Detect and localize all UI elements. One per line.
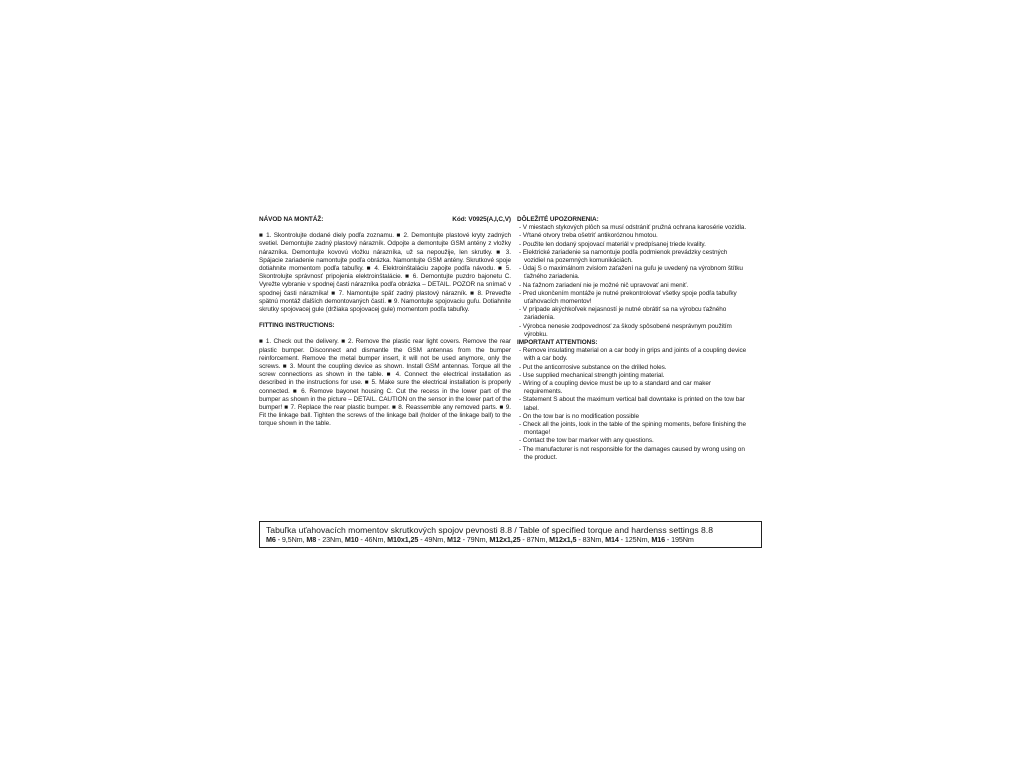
list-item: - On the tow bar is no modification possible [519,412,639,420]
instructions-header [259,216,511,224]
torque-size: M12x1,5 [549,535,577,544]
list-item: - Údaj S o maximálnom zvislom zaťažení na guľu je uvedený na výrobnom štítku ťažného zariadenia. [519,265,743,281]
torque-table [259,521,762,548]
torque-value: - 46Nm, [358,535,388,544]
warnings-list-sk [517,224,749,339]
torque-size: M12x1,25 [489,535,521,544]
list-item: - V prípade akýchkoľvek nejasností je nutné obrátiť sa na výrobcu ťažného zariadenia. [519,306,727,322]
list-item: - Vŕtané otvory treba ošetriť antikoróznou hmotou. [519,232,658,240]
torque-value: - 83Nm, [576,535,606,544]
list-item: - V miestach stykových plôch sa musí odstrániť pružná ochrana karosérie vozidla. [519,224,747,232]
torque-value: - 125Nm, [618,535,652,544]
list-item: - Na ťažnom zariadení nie je možné nič upravovať ani meniť. [519,281,689,289]
torque-value: - 23Nm, [316,535,345,544]
instructions-title-sk: NÁVOD NA MONTÁŽ: [259,216,324,223]
product-code: Kód: V0925(A,I,C,V) [452,216,511,223]
list-item: - Use supplied mechanical strength jointing material. [519,371,665,379]
warnings-list-en [517,347,749,462]
torque-value: - 9,5Nm, [275,535,307,544]
list-item: - Wiring of a coupling device must be up to a standard and car maker requirements. [519,380,711,396]
list-item: - The manufacturer is not responsible for the damages caused by wrong using on the product. [519,445,745,461]
torque-size: M6 [266,535,276,544]
list-item: - Výrobca nenesie zodpovednosť za škody spôsobené nesprávnym použitím výrobku. [519,322,732,338]
warnings-column [517,216,749,462]
list-item: - Remove insulating material on a car body in grips and joints of a coupling device with a car body. [519,347,747,363]
torque-size: M14 [605,535,619,544]
instructions-title-en: FITTING INSTRUCTIONS: [259,322,335,330]
warnings-title-sk: DÔLEŽITÉ UPOZORNENIA: [517,216,599,223]
warnings-title-en: IMPORTANT ATTENTIONS: [517,339,598,347]
torque-size: M16 [651,535,666,544]
torque-value: - 49Nm, [418,535,447,544]
instructions-column [259,216,511,429]
list-item: - Put the anticorrosive substance on the drilled holes. [519,363,667,371]
torque-size: M8 [306,535,317,544]
list-item: - Pred ukončením montáže je nutné prekontrolovať všetky spoje podľa tabuľky uťahovacích momentov! [519,289,737,306]
torque-size: M10 [344,535,359,544]
instructions-body-en: ■ 1. Check out the delivery. ■ 2. Remove the plastic rear light covers. Remove the rear plastic bumper. Disconnect and dismantle the GSM antennas from the bumper reinforcement. Remove the metal bumper insert, it will not be used anymore, only the screws. ■ 3. Mount the coupling device as shown. Install GSM antennas. Torque all the screw connections as shown in the table. ■ 4. Connect the electrical installation as described in the instructions for use. ■ 5. Make sure the electrical installation is properly connected. ■ 6. Remove bayonet housing C. Cut the recess in the lower part of the bumper as shown in the picture – DETAIL. CAUTION on the sensor in the lower part of the bumper! ■ 7. Replace the rear plastic bumper. ■ 8. Reassemble any removed parts. ■ 9. Fit the linkage ball. Tighten the screws of the linkage ball (holder of the linkage ball) to the torque shown in the table. [259,338,511,428]
torque-value: - 87Nm, [520,535,550,544]
torque-table-title: Tabuľka uťahovacích momentov skrutkových spojov pevnosti 8.8 / Table of specified torque and hardenss settings 8.8 [266,525,713,535]
torque-value: - 195Nm [665,535,694,544]
list-item: - Check all the joints, look in the table of the spining moments, before finishing the montage! [519,421,746,437]
instructions-body-sk: ■ 1. Skontrolujte dodané diely podľa zoznamu. ■ 2. Demontujte plastové kryty zadných svetiel. Demontujte zadný plastový nárazník. Odpojte a demontujte GSM antény z vložky nárazníka. Demontujte kovovú vložku nárazníka, už sa nepoužije, len skrutky. ■ 3. Spájacie zariadenie namontujte podľa obrázka. Namontujte GSM antény. Skrutkové spoje dotiahnite momentom podľa tabuľky. ■ 4. Elektroinštaláciu zapojte podľa návodu. ■ 5. Skontrolujte správnosť pripojenia elektroinštalácie. ■ 6. Demontujte puzdro bajonetu C. Vyrežte vybranie v spodnej časti nárazníka podľa obrázka – DETAIL. POZOR na snímač v spodnej časti nárazníka! ■ 7. Namontujte späť zadný plastový nárazník. ■ 8. Preveďte spätnú montáž ďalších demontovaných častí. ■ 9. Namontujte spojovaciu guľu. Dotiahnite skrutky spojovacej gule (držiaka spojovacej gule) momentom podľa tabuľky. [259,232,511,314]
torque-values [266,535,761,544]
torque-value: - 79Nm, [460,535,490,544]
list-item: - Elektrické zariadenie sa namontuje podľa podmienok prevádzky cestných vozidiel na pozemných komunikáciách. [519,248,728,265]
torque-size: M12 [446,535,461,544]
list-item: - Contact the tow bar marker with any questions. [519,437,654,445]
list-item: - Statement S about the maximum vertical ball downtake is printed on the tow bar label. [519,396,745,412]
list-item: - Použite len dodaný spojovací materiál v predpísanej triede kvality. [519,240,706,248]
torque-size: M10x1,25 [387,535,419,544]
